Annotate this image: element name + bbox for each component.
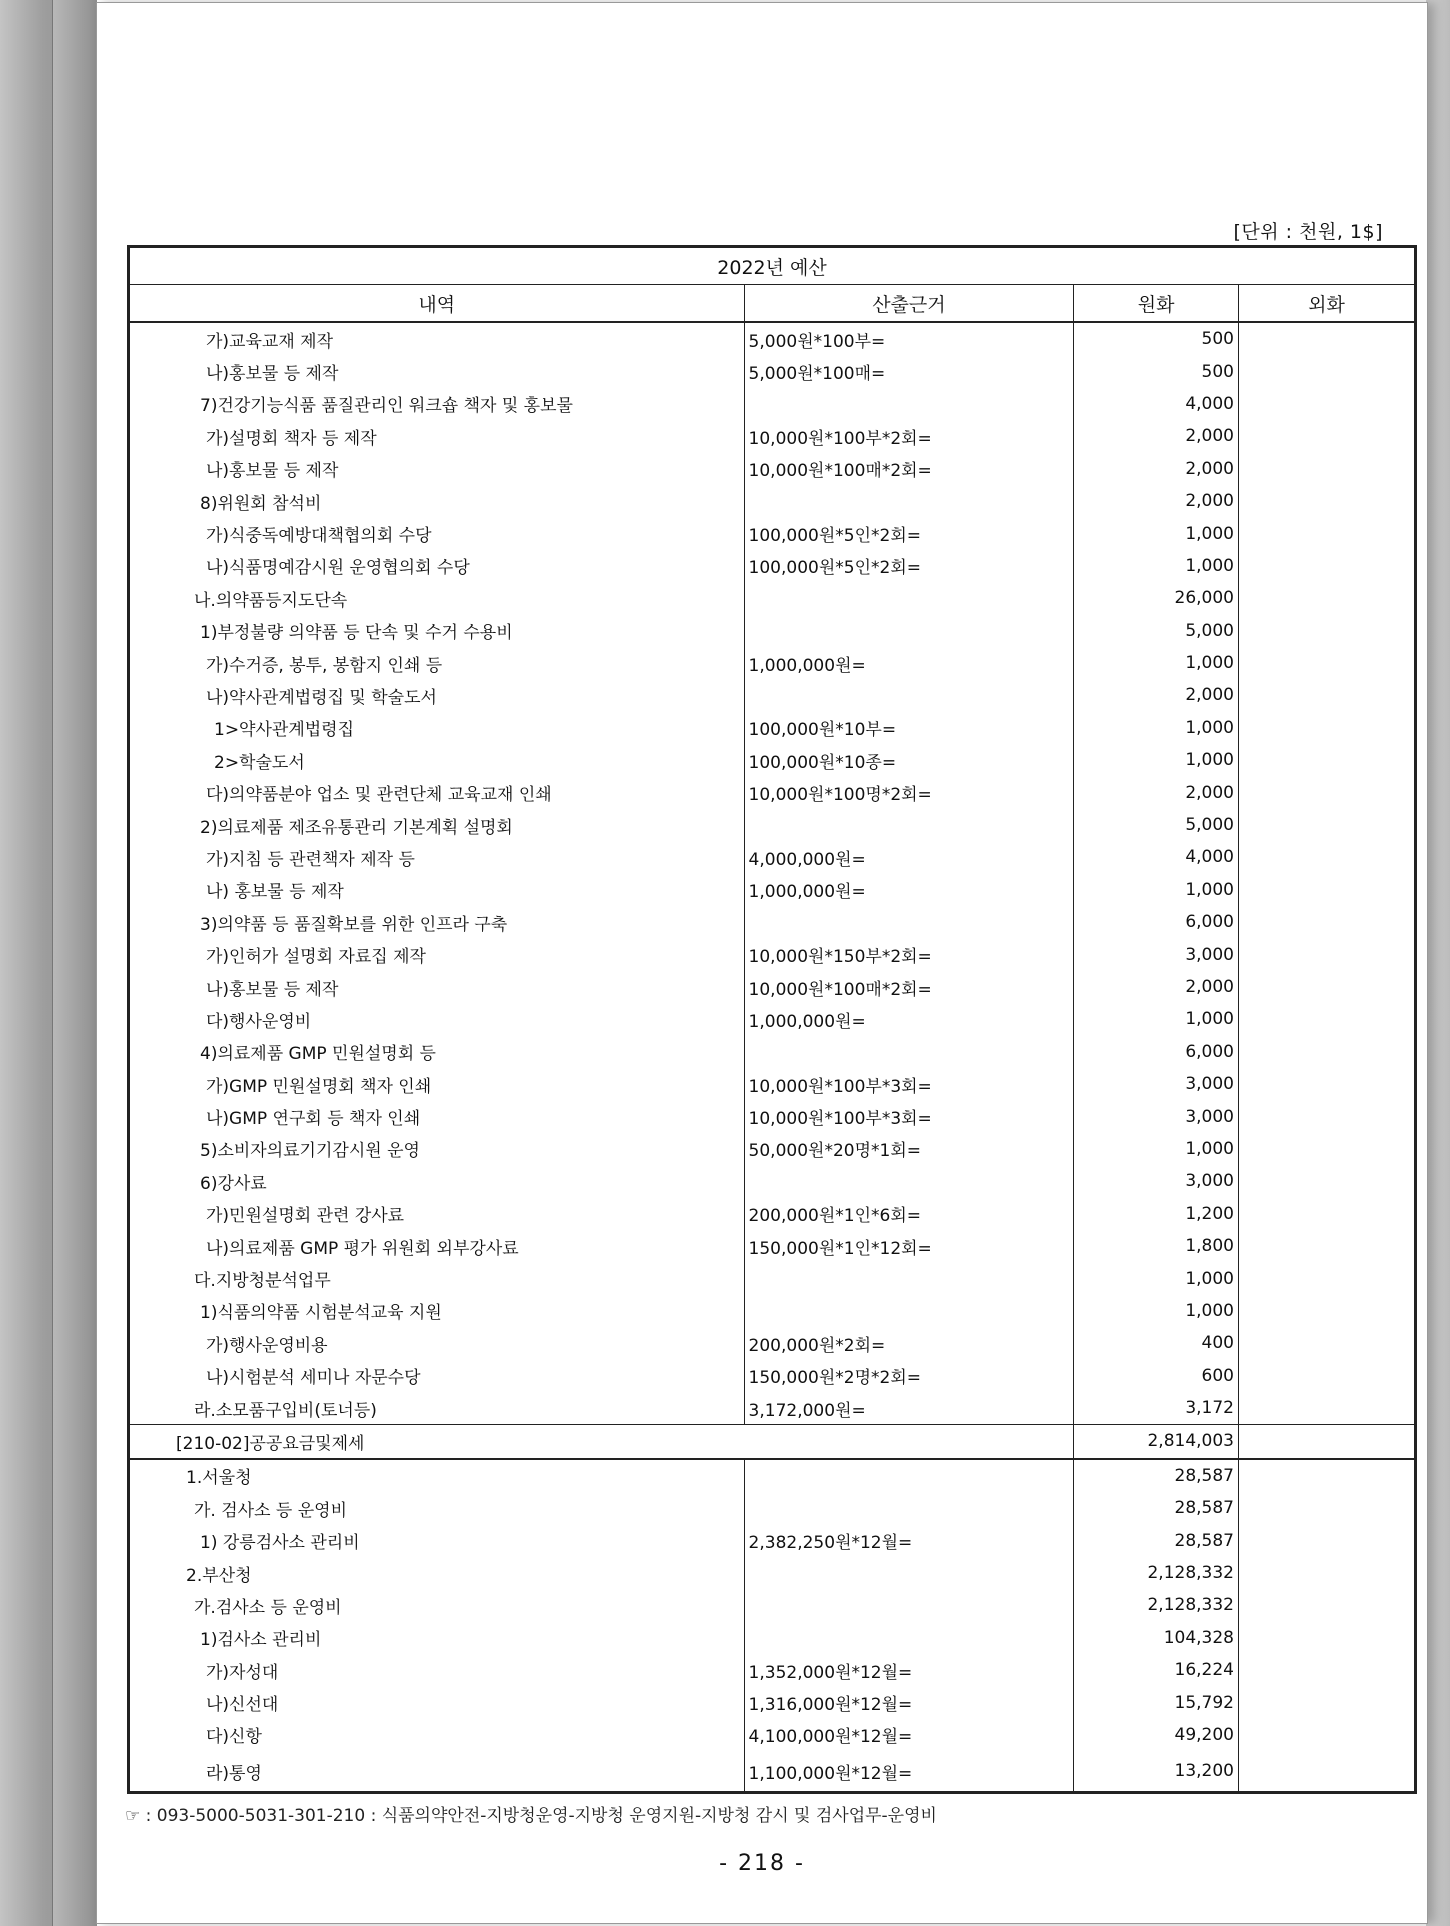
row-krw-amount: 49,200	[1074, 1719, 1239, 1751]
row-description: 5)소비자의료기기감시원 운영	[129, 1133, 745, 1165]
table-row	[129, 1392, 1416, 1425]
unit-label: [단위 : 천원, 1$]	[1233, 221, 1383, 243]
row-basis: 1,316,000원*12월=	[744, 1686, 1074, 1718]
row-foreign-amount	[1239, 809, 1416, 841]
row-description: 1)식품의약품 시험분석교육 지원	[129, 1295, 745, 1327]
row-foreign-amount	[1239, 1230, 1416, 1262]
row-krw-amount: 1,000	[1074, 1133, 1239, 1165]
row-basis: 10,000원*100부*3회=	[744, 1068, 1074, 1100]
row-description: 가)식중독예방대책협의회 수당	[129, 517, 745, 549]
row-description: 나)시험분석 세미나 자문수당	[129, 1360, 745, 1392]
table-row	[129, 485, 1416, 517]
row-foreign-amount	[1239, 1654, 1416, 1686]
row-krw-amount: 13,200	[1074, 1751, 1239, 1793]
row-description: 2)의료제품 제조유통관리 기본계획 설명회	[129, 809, 745, 841]
row-description: 나) 홍보물 등 제작	[129, 874, 745, 906]
row-foreign-amount	[1239, 1492, 1416, 1524]
row-krw-amount: 16,224	[1074, 1654, 1239, 1686]
row-description: 3)의약품 등 품질확보를 위한 인프라 구축	[129, 906, 745, 938]
row-krw-amount: 5,000	[1074, 809, 1239, 841]
binder-spine-edge	[52, 0, 97, 1926]
row-description: 가)인허가 설명회 자료집 제작	[129, 938, 745, 970]
row-foreign-amount	[1239, 1133, 1416, 1165]
table-row	[129, 1133, 1416, 1165]
row-krw-amount: 1,000	[1074, 744, 1239, 776]
header-krw: 원화	[1074, 285, 1239, 323]
row-basis	[744, 679, 1074, 711]
row-basis: 1,000,000원=	[744, 647, 1074, 679]
row-krw-amount: 2,000	[1074, 679, 1239, 711]
row-description: 라.소모품구입비(토너등)	[129, 1392, 745, 1425]
table-row	[129, 1524, 1416, 1556]
table-row	[129, 517, 1416, 549]
row-foreign-amount	[1239, 1557, 1416, 1589]
row-basis: 100,000원*5인*2회=	[744, 517, 1074, 549]
header-description: 내역	[129, 285, 745, 323]
row-description: 1)부정불량 의약품 등 단속 및 수거 수용비	[129, 615, 745, 647]
row-description: 가.검사소 등 운영비	[129, 1589, 745, 1621]
row-krw-amount: 2,128,332	[1074, 1557, 1239, 1589]
row-basis: 200,000원*2회=	[744, 1327, 1074, 1359]
row-krw-amount: 2,000	[1074, 776, 1239, 808]
row-foreign-amount	[1239, 322, 1416, 355]
row-foreign-amount	[1239, 582, 1416, 614]
row-foreign-amount	[1239, 744, 1416, 776]
row-foreign-amount	[1239, 1100, 1416, 1132]
row-description: 4)의료제품 GMP 민원설명회 등	[129, 1036, 745, 1068]
table-row	[129, 841, 1416, 873]
row-krw-amount: 1,000	[1074, 550, 1239, 582]
row-basis: 3,172,000원=	[744, 1392, 1074, 1425]
row-basis: 10,000원*100부*2회=	[744, 420, 1074, 452]
row-krw-amount: 26,000	[1074, 582, 1239, 614]
row-basis: 4,100,000원*12월=	[744, 1719, 1074, 1751]
table-row	[129, 938, 1416, 970]
table-row	[129, 615, 1416, 647]
table-row	[129, 1360, 1416, 1392]
table-row	[129, 1589, 1416, 1621]
row-krw-amount: 1,000	[1074, 1262, 1239, 1294]
row-basis: 150,000원*2명*2회=	[744, 1360, 1074, 1392]
row-basis	[744, 485, 1074, 517]
row-description: 다.지방청분석업무	[129, 1262, 745, 1294]
row-krw-amount: 1,000	[1074, 517, 1239, 549]
row-description: 1.서울청	[129, 1459, 745, 1492]
row-description: 나)신선대	[129, 1686, 745, 1718]
row-krw-amount: 1,000	[1074, 647, 1239, 679]
row-foreign-amount	[1239, 841, 1416, 873]
table-row	[129, 874, 1416, 906]
row-foreign-amount	[1239, 1459, 1416, 1492]
row-krw-amount: 600	[1074, 1360, 1239, 1392]
table-row	[129, 744, 1416, 776]
row-basis	[744, 1492, 1074, 1524]
table-row	[129, 1198, 1416, 1230]
row-foreign-amount	[1239, 1068, 1416, 1100]
table-row	[129, 712, 1416, 744]
row-krw-amount: 15,792	[1074, 1686, 1239, 1718]
row-basis: 1,000,000원=	[744, 1003, 1074, 1035]
table-row	[129, 1686, 1416, 1718]
row-description: 라)통영	[129, 1751, 745, 1793]
row-description: 가)GMP 민원설명회 책자 인쇄	[129, 1068, 745, 1100]
row-foreign-amount	[1239, 1425, 1416, 1459]
row-description: 가)행사운영비용	[129, 1327, 745, 1359]
row-krw-amount: 2,000	[1074, 420, 1239, 452]
row-basis: 10,000원*150부*2회=	[744, 938, 1074, 970]
row-description: 가)민원설명회 관련 강사료	[129, 1198, 745, 1230]
table-row	[129, 776, 1416, 808]
row-foreign-amount	[1239, 550, 1416, 582]
row-krw-amount: 28,587	[1074, 1492, 1239, 1524]
row-foreign-amount	[1239, 453, 1416, 485]
row-basis: 200,000원*1인*6회=	[744, 1198, 1074, 1230]
row-foreign-amount	[1239, 517, 1416, 549]
row-krw-amount: 28,587	[1074, 1459, 1239, 1492]
row-basis	[744, 906, 1074, 938]
row-foreign-amount	[1239, 1295, 1416, 1327]
row-foreign-amount	[1239, 1686, 1416, 1718]
table-row	[129, 1654, 1416, 1686]
page-number: - 218 -	[719, 1851, 805, 1876]
table-row	[129, 1425, 1416, 1459]
row-krw-amount: 400	[1074, 1327, 1239, 1359]
row-description: 나)GMP 연구회 등 책자 인쇄	[129, 1100, 745, 1132]
row-foreign-amount	[1239, 1360, 1416, 1392]
row-basis: 5,000원*100매=	[744, 355, 1074, 387]
table-row	[129, 582, 1416, 614]
row-basis	[744, 582, 1074, 614]
table-row	[129, 1068, 1416, 1100]
row-description: 가)수거증, 봉투, 봉함지 인쇄 등	[129, 647, 745, 679]
row-krw-amount: 2,000	[1074, 971, 1239, 1003]
table-row	[129, 355, 1416, 387]
row-basis: 50,000원*20명*1회=	[744, 1133, 1074, 1165]
row-foreign-amount	[1239, 874, 1416, 906]
row-basis	[744, 388, 1074, 420]
row-krw-amount: 2,000	[1074, 485, 1239, 517]
row-description: 가)교육교재 제작	[129, 322, 745, 355]
row-basis	[744, 1622, 1074, 1654]
table-row	[129, 971, 1416, 1003]
table-row	[129, 1295, 1416, 1327]
row-krw-amount: 4,000	[1074, 388, 1239, 420]
row-basis: 10,000원*100명*2회=	[744, 776, 1074, 808]
row-description: 1>약사관계법령집	[129, 712, 745, 744]
row-foreign-amount	[1239, 615, 1416, 647]
row-description: 나)의료제품 GMP 평가 위원회 외부강사료	[129, 1230, 745, 1262]
row-foreign-amount	[1239, 1036, 1416, 1068]
row-basis	[744, 1459, 1074, 1492]
row-basis: 5,000원*100부=	[744, 322, 1074, 355]
row-description: 나)홍보물 등 제작	[129, 453, 745, 485]
row-foreign-amount	[1239, 906, 1416, 938]
row-krw-amount: 3,000	[1074, 1100, 1239, 1132]
row-foreign-amount	[1239, 485, 1416, 517]
row-krw-amount: 2,814,003	[1074, 1425, 1239, 1459]
row-description: 8)위원회 참석비	[129, 485, 745, 517]
row-basis: 10,000원*100매*2회=	[744, 971, 1074, 1003]
row-krw-amount: 2,128,332	[1074, 1589, 1239, 1621]
table-row	[129, 388, 1416, 420]
table-row	[129, 1557, 1416, 1589]
table-row	[129, 1165, 1416, 1197]
row-krw-amount: 3,000	[1074, 1068, 1239, 1100]
row-basis	[744, 1589, 1074, 1621]
row-basis: 100,000원*10부=	[744, 712, 1074, 744]
row-description: 다)의약품분야 업소 및 관련단체 교육교재 인쇄	[129, 776, 745, 808]
row-krw-amount: 6,000	[1074, 1036, 1239, 1068]
row-basis: 10,000원*100매*2회=	[744, 453, 1074, 485]
row-description: 6)강사료	[129, 1165, 745, 1197]
row-basis	[744, 1262, 1074, 1294]
row-krw-amount: 1,000	[1074, 1295, 1239, 1327]
row-basis: 1,100,000원*12월=	[744, 1751, 1074, 1793]
budget-rows	[129, 322, 1416, 1793]
row-basis	[744, 615, 1074, 647]
row-foreign-amount	[1239, 1003, 1416, 1035]
table-row	[129, 1230, 1416, 1262]
row-foreign-amount	[1239, 938, 1416, 970]
table-row	[129, 679, 1416, 711]
table-row	[129, 322, 1416, 355]
row-krw-amount: 3,000	[1074, 1165, 1239, 1197]
table-row	[129, 1262, 1416, 1294]
row-foreign-amount	[1239, 420, 1416, 452]
row-basis	[744, 1295, 1074, 1327]
row-basis	[744, 1036, 1074, 1068]
header-basis: 산출근거	[744, 285, 1074, 323]
row-description: 나.의약품등지도단속	[129, 582, 745, 614]
row-description: 나)식품명예감시원 운영협의회 수당	[129, 550, 745, 582]
row-description: 가)지침 등 관련책자 제작 등	[129, 841, 745, 873]
row-description: 다)신항	[129, 1719, 745, 1751]
table-row	[129, 1003, 1416, 1035]
row-krw-amount: 3,172	[1074, 1392, 1239, 1425]
row-basis	[744, 1557, 1074, 1589]
table-row	[129, 1100, 1416, 1132]
document-page	[96, 2, 1428, 1924]
row-foreign-amount	[1239, 1589, 1416, 1621]
row-krw-amount: 6,000	[1074, 906, 1239, 938]
row-description: 가. 검사소 등 운영비	[129, 1492, 745, 1524]
page-stack-edge	[1426, 0, 1450, 1926]
row-description: 나)약사관계법령집 및 학술도서	[129, 679, 745, 711]
row-krw-amount: 1,200	[1074, 1198, 1239, 1230]
row-krw-amount: 4,000	[1074, 841, 1239, 873]
row-description: 7)건강기능식품 품질관리인 워크숍 책자 및 홍보물	[129, 388, 745, 420]
row-krw-amount: 2,000	[1074, 453, 1239, 485]
row-description: 1)검사소 관리비	[129, 1622, 745, 1654]
row-basis: 100,000원*10종=	[744, 744, 1074, 776]
row-foreign-amount	[1239, 1524, 1416, 1556]
row-foreign-amount	[1239, 1198, 1416, 1230]
row-foreign-amount	[1239, 1165, 1416, 1197]
row-description: 2.부산청	[129, 1557, 745, 1589]
row-krw-amount: 500	[1074, 355, 1239, 387]
table-row	[129, 647, 1416, 679]
row-description: [210-02]공공요금및제세	[129, 1425, 1074, 1459]
row-foreign-amount	[1239, 1751, 1416, 1793]
table-row	[129, 1492, 1416, 1524]
row-description: 나)홍보물 등 제작	[129, 355, 745, 387]
row-basis: 2,382,250원*12월=	[744, 1524, 1074, 1556]
row-basis	[744, 1165, 1074, 1197]
row-foreign-amount	[1239, 776, 1416, 808]
row-basis: 150,000원*1인*12회=	[744, 1230, 1074, 1262]
table-row	[129, 1036, 1416, 1068]
row-basis: 1,000,000원=	[744, 874, 1074, 906]
table-row	[129, 1719, 1416, 1751]
row-basis: 100,000원*5인*2회=	[744, 550, 1074, 582]
table-row	[129, 809, 1416, 841]
row-basis: 10,000원*100부*3회=	[744, 1100, 1074, 1132]
row-krw-amount: 1,000	[1074, 874, 1239, 906]
row-description: 2>학술도서	[129, 744, 745, 776]
table-row	[129, 453, 1416, 485]
row-foreign-amount	[1239, 1392, 1416, 1425]
row-krw-amount: 500	[1074, 322, 1239, 355]
row-foreign-amount	[1239, 1262, 1416, 1294]
footnote: ☞ : 093-5000-5031-301-210 : 식품의약안전-지방청운영-지방청 운영지원-지방청 감시 및 검사업무-운영비	[125, 1806, 937, 1826]
row-description: 1) 강릉검사소 관리비	[129, 1524, 745, 1556]
row-foreign-amount	[1239, 1622, 1416, 1654]
table-row	[129, 1459, 1416, 1492]
table-row	[129, 1327, 1416, 1359]
row-basis: 1,352,000원*12월=	[744, 1654, 1074, 1686]
row-description: 가)설명회 책자 등 제작	[129, 420, 745, 452]
row-foreign-amount	[1239, 1327, 1416, 1359]
header-foreign: 외화	[1239, 285, 1416, 323]
row-krw-amount: 1,000	[1074, 1003, 1239, 1035]
row-foreign-amount	[1239, 647, 1416, 679]
row-foreign-amount	[1239, 971, 1416, 1003]
row-krw-amount: 1,800	[1074, 1230, 1239, 1262]
table-row	[129, 420, 1416, 452]
row-foreign-amount	[1239, 1719, 1416, 1751]
row-foreign-amount	[1239, 388, 1416, 420]
row-krw-amount: 28,587	[1074, 1524, 1239, 1556]
row-description: 다)행사운영비	[129, 1003, 745, 1035]
row-krw-amount: 104,328	[1074, 1622, 1239, 1654]
row-foreign-amount	[1239, 712, 1416, 744]
row-description: 나)홍보물 등 제작	[129, 971, 745, 1003]
row-krw-amount: 5,000	[1074, 615, 1239, 647]
table-row	[129, 1622, 1416, 1654]
row-foreign-amount	[1239, 355, 1416, 387]
row-krw-amount: 3,000	[1074, 938, 1239, 970]
table-row	[129, 1751, 1416, 1793]
row-krw-amount: 1,000	[1074, 712, 1239, 744]
row-basis	[744, 809, 1074, 841]
budget-table	[127, 245, 1417, 1794]
table-row	[129, 550, 1416, 582]
row-basis: 4,000,000원=	[744, 841, 1074, 873]
table-row	[129, 906, 1416, 938]
row-description: 가)자성대	[129, 1654, 745, 1686]
table-title: 2022년 예산	[129, 247, 1416, 285]
row-foreign-amount	[1239, 679, 1416, 711]
